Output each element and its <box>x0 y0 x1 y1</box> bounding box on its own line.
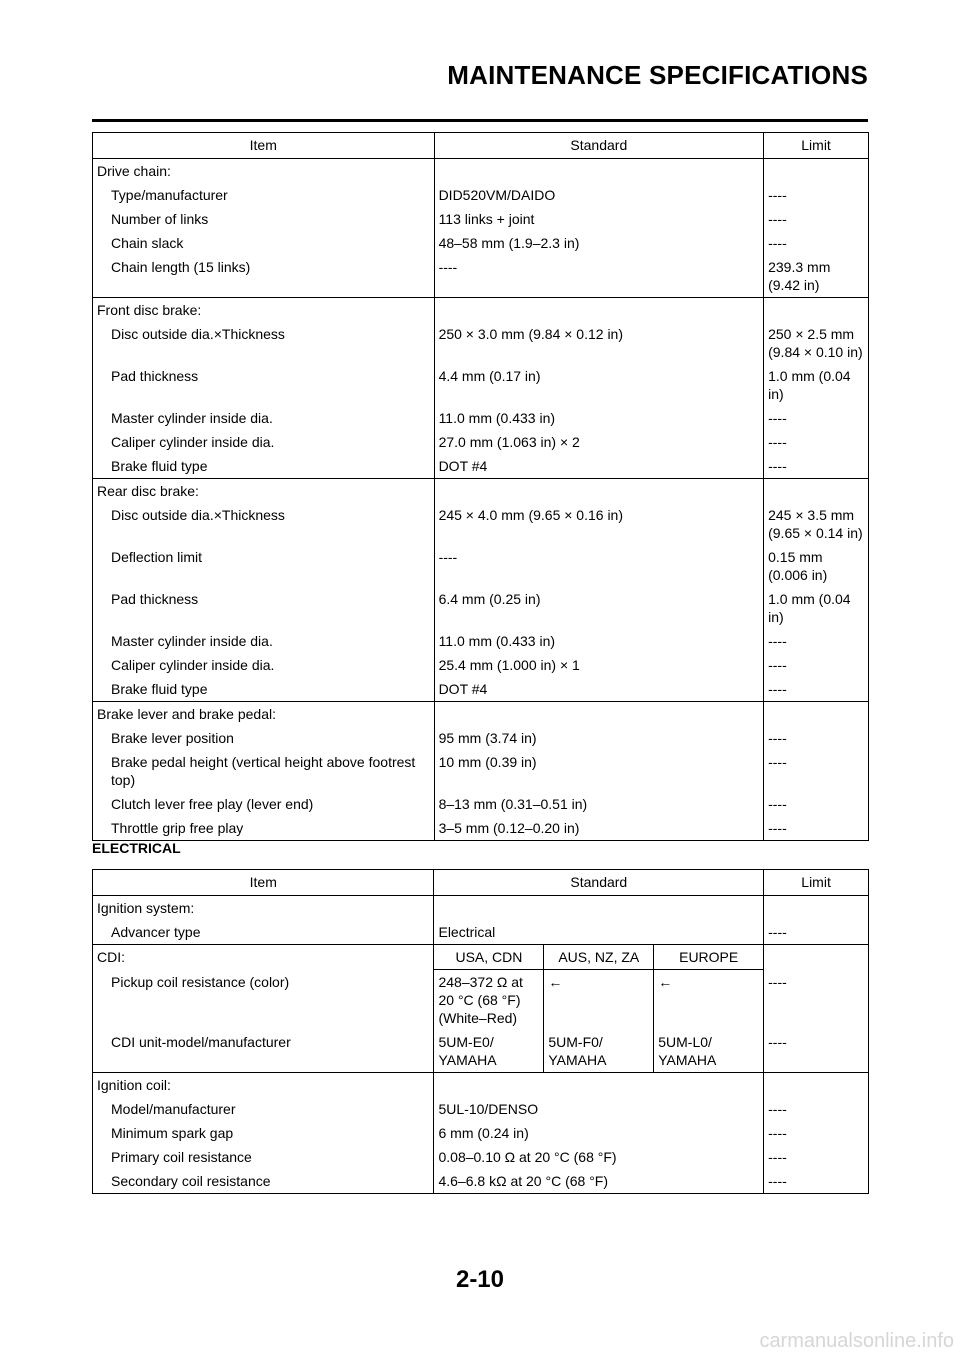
header-limit: Limit <box>764 870 869 896</box>
limit-cell: ---- <box>764 920 869 945</box>
limit-cell: 0.15 mm (0.006 in) <box>764 545 869 587</box>
same-as-left-arrow: ← <box>544 970 654 1031</box>
limit-cell: ---- <box>764 1030 869 1073</box>
standard-cell: 6 mm (0.24 in) <box>434 1121 764 1145</box>
table-row <box>93 896 869 921</box>
limit-cell: ---- <box>764 231 869 255</box>
limit-cell: ---- <box>764 629 869 653</box>
item-cell: Number of links <box>93 207 435 231</box>
table-row <box>93 1169 869 1194</box>
limit-cell: ---- <box>764 430 869 454</box>
group-label: Drive chain: <box>93 159 435 184</box>
limit-cell: ---- <box>764 454 869 479</box>
table-row <box>93 545 869 587</box>
standard-cell: Electrical <box>434 920 764 945</box>
standard-cell: 5UM-L0/ YAMAHA <box>654 1030 764 1073</box>
standard-cell: 11.0 mm (0.433 in) <box>434 629 764 653</box>
standard-cell: DID520VM/DAIDO <box>434 183 764 207</box>
standard-cell: 4.4 mm (0.17 in) <box>434 364 764 406</box>
item-cell: CDI unit-model/manufacturer <box>93 1030 434 1073</box>
table-row <box>93 653 869 677</box>
limit-cell: 250 × 2.5 mm (9.84 × 0.10 in) <box>764 322 869 364</box>
standard-cell: 8–13 mm (0.31–0.51 in) <box>434 792 764 816</box>
limit-cell: ---- <box>764 1097 869 1121</box>
chassis-spec-table <box>92 132 869 841</box>
table-row <box>93 1030 869 1073</box>
table-row <box>93 1073 869 1098</box>
same-as-left-arrow: ← <box>654 970 764 1031</box>
item-cell: Secondary coil resistance <box>93 1169 434 1194</box>
limit-cell: ---- <box>764 816 869 841</box>
limit-cell: ---- <box>764 1169 869 1194</box>
standard-cell: 3–5 mm (0.12–0.20 in) <box>434 816 764 841</box>
item-cell: Advancer type <box>93 920 434 945</box>
standard-cell: 6.4 mm (0.25 in) <box>434 587 764 629</box>
table-row <box>93 970 869 1031</box>
standard-cell: 95 mm (3.74 in) <box>434 726 764 750</box>
standard-cell: 27.0 mm (1.063 in) × 2 <box>434 430 764 454</box>
page-number: 2-10 <box>455 1266 505 1293</box>
table-row <box>93 159 869 184</box>
limit-cell: ---- <box>764 792 869 816</box>
item-cell: Throttle grip free play <box>93 816 435 841</box>
limit-cell: 1.0 mm (0.04 in) <box>764 364 869 406</box>
item-cell: Minimum spark gap <box>93 1121 434 1145</box>
limit-cell: ---- <box>764 677 869 702</box>
table-row <box>93 629 869 653</box>
table-row <box>93 702 869 727</box>
table-row <box>93 587 869 629</box>
limit-cell: ---- <box>764 406 869 430</box>
table-row <box>93 255 869 298</box>
header-limit: Limit <box>764 133 869 159</box>
standard-cell: 248–372 Ω at 20 °C (68 °F) (White–Red) <box>434 970 544 1031</box>
group-label: Front disc brake: <box>93 298 435 323</box>
item-cell: Clutch lever free play (lever end) <box>93 792 435 816</box>
standard-cell: 250 × 3.0 mm (9.84 × 0.12 in) <box>434 322 764 364</box>
table-row <box>93 1097 869 1121</box>
item-cell: Chain slack <box>93 231 435 255</box>
table-row <box>93 503 869 545</box>
table-row <box>93 726 869 750</box>
table-header-row <box>93 133 869 159</box>
group-label: Brake lever and brake pedal: <box>93 702 435 727</box>
item-cell: Primary coil resistance <box>93 1145 434 1169</box>
limit-cell: ---- <box>764 653 869 677</box>
table-row <box>93 677 869 702</box>
table-row <box>93 364 869 406</box>
limit-cell: ---- <box>764 183 869 207</box>
table-row <box>93 920 869 945</box>
item-cell: Disc outside dia.×Thickness <box>93 503 435 545</box>
header-standard: Standard <box>434 133 764 159</box>
item-cell: Deflection limit <box>93 545 435 587</box>
title-rule <box>92 119 868 122</box>
item-cell: Brake pedal height (vertical height above footrest top) <box>93 750 435 792</box>
section-heading-electrical: ELECTRICAL <box>92 840 181 856</box>
region-aus-nz-za: AUS, NZ, ZA <box>544 945 654 970</box>
limit-cell: 245 × 3.5 mm (9.65 × 0.14 in) <box>764 503 869 545</box>
group-label: Rear disc brake: <box>93 479 435 504</box>
item-cell: Pad thickness <box>93 364 435 406</box>
table-row <box>93 945 869 970</box>
standard-cell: 11.0 mm (0.433 in) <box>434 406 764 430</box>
table-header-row <box>93 870 869 896</box>
table-row <box>93 792 869 816</box>
item-cell: Type/manufacturer <box>93 183 435 207</box>
standard-cell: DOT #4 <box>434 677 764 702</box>
standard-cell: 245 × 4.0 mm (9.65 × 0.16 in) <box>434 503 764 545</box>
electrical-spec-table <box>92 869 869 1194</box>
limit-cell: ---- <box>764 1121 869 1145</box>
table-row <box>93 430 869 454</box>
table-row <box>93 1145 869 1169</box>
limit-cell: 239.3 mm (9.42 in) <box>764 255 869 298</box>
group-label: Ignition coil: <box>93 1073 434 1098</box>
table-row <box>93 406 869 430</box>
standard-cell: 5UM-E0/ YAMAHA <box>434 1030 544 1073</box>
standard-cell: DOT #4 <box>434 454 764 479</box>
item-cell: Caliper cylinder inside dia. <box>93 430 435 454</box>
standard-cell: 25.4 mm (1.000 in) × 1 <box>434 653 764 677</box>
table-row <box>93 183 869 207</box>
region-usa-cdn: USA, CDN <box>434 945 544 970</box>
standard-cell: 113 links + joint <box>434 207 764 231</box>
table-row <box>93 298 869 323</box>
standard-cell: 5UM-F0/ YAMAHA <box>544 1030 654 1073</box>
watermark: carmanualsonline.info <box>759 1330 954 1352</box>
table-row <box>93 322 869 364</box>
table-row <box>93 816 869 841</box>
table-row <box>93 750 869 792</box>
item-cell: Master cylinder inside dia. <box>93 406 435 430</box>
item-cell: Brake fluid type <box>93 454 435 479</box>
item-cell: Disc outside dia.×Thickness <box>93 322 435 364</box>
header-standard: Standard <box>434 870 764 896</box>
standard-cell: 5UL-10/DENSO <box>434 1097 764 1121</box>
limit-cell: ---- <box>764 750 869 792</box>
limit-cell: ---- <box>764 970 869 1031</box>
region-europe: EUROPE <box>654 945 764 970</box>
group-label: Ignition system: <box>93 896 434 921</box>
limit-cell: ---- <box>764 726 869 750</box>
standard-cell: 4.6–6.8 kΩ at 20 °C (68 °F) <box>434 1169 764 1194</box>
item-cell: Chain length (15 links) <box>93 255 435 298</box>
table-row <box>93 1121 869 1145</box>
table-row <box>93 454 869 479</box>
standard-cell: 10 mm (0.39 in) <box>434 750 764 792</box>
limit-cell: 1.0 mm (0.04 in) <box>764 587 869 629</box>
item-cell: Pickup coil resistance (color) <box>93 970 434 1031</box>
standard-cell: 0.08–0.10 Ω at 20 °C (68 °F) <box>434 1145 764 1169</box>
table-row <box>93 207 869 231</box>
group-label: CDI: <box>93 945 434 970</box>
item-cell: Master cylinder inside dia. <box>93 629 435 653</box>
standard-cell: ---- <box>434 255 764 298</box>
standard-cell: 48–58 mm (1.9–2.3 in) <box>434 231 764 255</box>
header-item: Item <box>93 870 434 896</box>
header-item: Item <box>93 133 435 159</box>
standard-cell: ---- <box>434 545 764 587</box>
limit-cell: ---- <box>764 207 869 231</box>
item-cell: Brake lever position <box>93 726 435 750</box>
limit-cell: ---- <box>764 1145 869 1169</box>
table-row <box>93 231 869 255</box>
item-cell: Model/manufacturer <box>93 1097 434 1121</box>
table-row <box>93 479 869 504</box>
item-cell: Caliper cylinder inside dia. <box>93 653 435 677</box>
item-cell: Pad thickness <box>93 587 435 629</box>
item-cell: Brake fluid type <box>93 677 435 702</box>
page-title: MAINTENANCE SPECIFICATIONS <box>447 60 868 90</box>
